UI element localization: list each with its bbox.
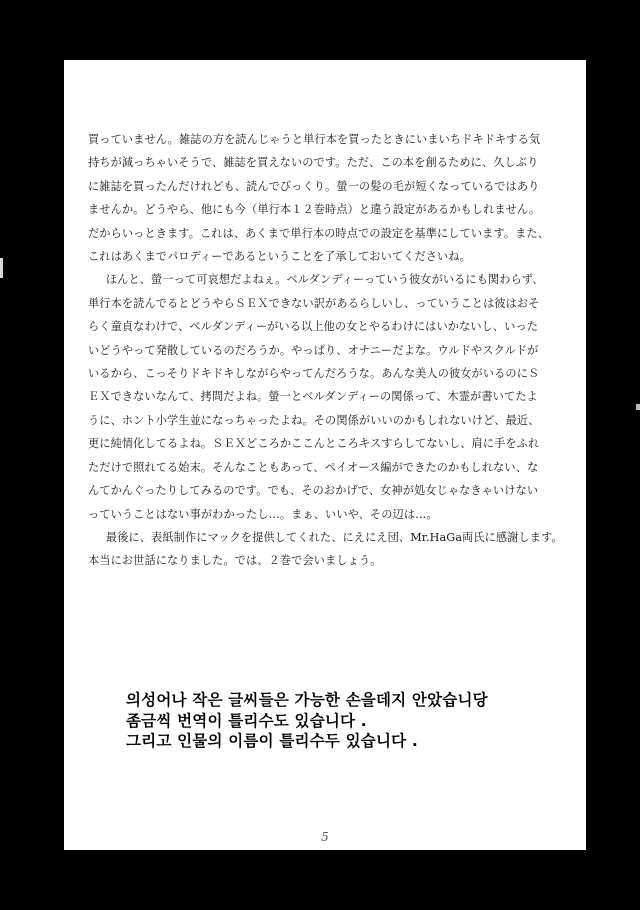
translator-note-line: 그리고 인물의 이름이 틀리수두 있습니다 . <box>126 732 419 750</box>
translator-note <box>126 690 566 752</box>
scan-edge-mark <box>636 404 640 410</box>
body-line: だからいっときます。これは、あくまで単行本の時点での設定を基準にしています。また、 <box>88 226 549 240</box>
body-line: ただけで照れてる始末。そんなこともあって、ペイオース編ができたのかもしれない、な <box>88 460 539 474</box>
body-line: 本当にお世話になりました。では、２巻で会いましょう。 <box>88 554 382 568</box>
body-line: 最後に、表紙制作にマックを提供してくれた、にえにえ団、Mr.HaGa両氏に感謝します。 <box>105 530 563 544</box>
body-line: んてかんぐったりしてみるのです。でも、そのおかげで、女神が処女じゃなきゃいけない <box>88 484 539 498</box>
page-number: 5 <box>321 830 329 844</box>
body-line: ほんと、螢一って可哀想だよねぇ。ベルダンディーっていう彼女がいるにも関わらず、 <box>105 273 544 287</box>
document-page <box>64 60 586 850</box>
body-line: 買っていません。雑誌の方を読んじゃうと単行本を買ったときにいまいちドキドキする気 <box>88 133 541 146</box>
body-line: うに、ホント小学生並になっちゃったよね。その関係がいいのかもしれないけど、最近、 <box>88 413 540 427</box>
translator-note-line: 좀금씩 번역이 틀리수도 있습니다 . <box>126 711 367 730</box>
body-line: 単行本を読んでるとどうやらＳＥＸできない訳があるらしいし、っていうことは彼はおそ <box>88 296 540 310</box>
body-line: らく童貞なわけで、ベルダンディーがいる以上他の女とやるわけにはいかないし、いった <box>88 320 539 334</box>
body-line: いるから、こっそりドキドキしながらやってんだろうな。あんな美人の彼女がいるのにＳ <box>88 367 540 381</box>
japanese-body-text <box>88 128 570 573</box>
body-line: 更に純情化してるよね。ＳＥＸどころかここんところキスすらしてないし、肩に手をふれ <box>88 437 540 451</box>
scan-edge-mark <box>0 258 3 278</box>
body-line: ＥＸできないなんて、拷問だよね。螢一とベルダンディーの関係って、木霊が書いてたよ <box>88 390 538 404</box>
body-line: いどうやって発散しているのだろうか。やっぱり、オナニーだよな。ウルドやスクルドが <box>88 343 539 357</box>
body-line: 持ちが減っちゃいそうで、雑誌を買えないのです。ただ、この本を創るために、久しぶり <box>88 156 539 170</box>
body-line: に雑誌を買ったんだけれども、読んでびっくり。螢一の髪の毛が短くなっているではあり <box>88 179 540 193</box>
translator-note-line: 의성어나 작은 글씨들은 가능한 손을데지 안았습니당 <box>126 691 488 709</box>
body-line: っていうことはない事がわかったし…。まぁ、いいや、その辺は…。 <box>88 507 438 521</box>
body-line: ませんか。どうやら、他にも今（単行本１２巻時点）と違う設定があるかもしれません。 <box>88 203 541 217</box>
body-line: これはあくまでパロディーであるということを了承しておいてくださいね。 <box>88 250 471 264</box>
